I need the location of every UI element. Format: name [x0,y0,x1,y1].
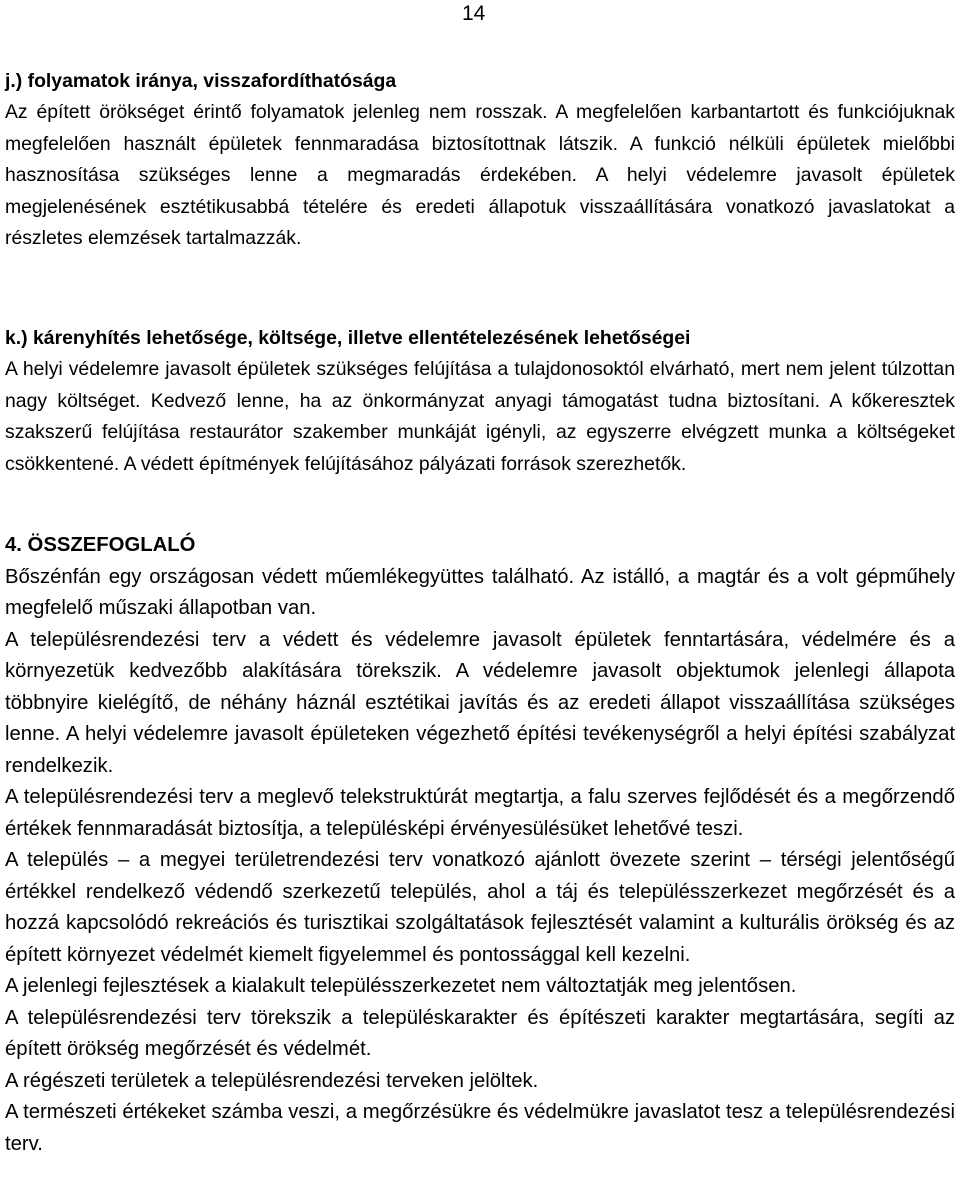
section-j-paragraph: Az épített örökséget érintő folyamatok jelenleg nem rosszak. A megfelelően karbantartott és funkciójuknak megfelelően használt épületek fennmaradása biztosítottnak látszik. A funkció nélküli épületek mielőbbi hasznosítása szükséges lenne a megmaradás érdekében. A helyi védelemre javasolt épületek megjelenésének esztétikusabbá tételére és eredeti állapotuk visszaállítására vonatkozó javaslatokat a részletes elemzések tartalmazzák. [5,101,955,250]
summary-paragraph: A településrendezési terv a meglevő telekstruktúrát megtartja, a falu szerves fejlődését és a megőrzendő értékek fennmaradását biztosítja, a településképi érvényesülésüket lehetővé teszi. [5,786,955,840]
summary-paragraph: A településrendezési terv a védett és védelemre javasolt épületek fenntartására, védelmére és a környezetük kedvezőbb alakítására törekszik. A védelemre javasolt objektumok jelenlegi állapota többnyire kielégítő, de néhány háznál esztétikai javítás és az eredeti állapot visszaállítása szükséges lenne. A helyi védelemre javasolt épületeken végezhető építési tevékenységről a helyi építési szabályzat rendelkezik. [5,628,955,777]
summary-heading: 4. ÖSSZEFOGLALÓ [5,534,196,556]
summary-paragraph: A településrendezési terv törekszik a településkarakter és építészeti karakter megtartására, segíti az épített örökség megőrzését és védelmét. [5,1006,955,1060]
section-k-paragraph: A helyi védelemre javasolt épületek szükséges felújítása a tulajdonosoktól elvárható, mert nem jelent túlzottan nagy költséget. Kedvező lenne, ha az önkormányzat anyagi támogatást tudna biztosítani. A kőkeresztek szakszerű felújítása restaurátor szakember munkáját igényli, az egyszerre elvégzett munka a költségeket csökkentené. A védett építmények felújításához pályázati források szerezhetők. [5,358,955,475]
section-k [5,323,955,480]
section-summary [5,530,955,1160]
section-j-heading: j.) folyamatok iránya, visszafordíthatósága [5,70,397,92]
summary-paragraph: A természeti értékeket számba veszi, a megőrzésükre és védelmükre javaslatot tesz a településrendezési terv. [5,1101,955,1155]
summary-paragraph: A régészeti területek a településrendezési terveken jelöltek. [5,1069,539,1092]
summary-paragraph: Bőszénfán egy országosan védett műemlékegyüttes található. Az istálló, a magtár és a volt gépműhely megfelelő műszaki állapotban van. [5,565,955,619]
section-k-heading: k.) kárenyhítés lehetősége, költsége, illetve ellentételezésének lehetőségei [5,327,691,349]
page-number: 14 [462,2,486,25]
section-j [5,66,955,254]
summary-paragraph: A település – a megyei területrendezési terv vonatkozó ajánlott övezete szerint – térségi jelentőségű értékkel rendelkező védendő szerkezetű település, ahol a táj és településszerkezet megőrzését és a hozzá kapcsolódó rekreációs és turisztikai szolgáltatások fejlesztését valamint a kulturális örökség és az épített környezet védelmét kiemelt figyelemmel és pontossággal kell kezelni. [5,849,955,966]
summary-paragraph: A jelenlegi fejlesztések a kialakult településszerkezetet nem változtatják meg jelentősen. [5,975,797,997]
